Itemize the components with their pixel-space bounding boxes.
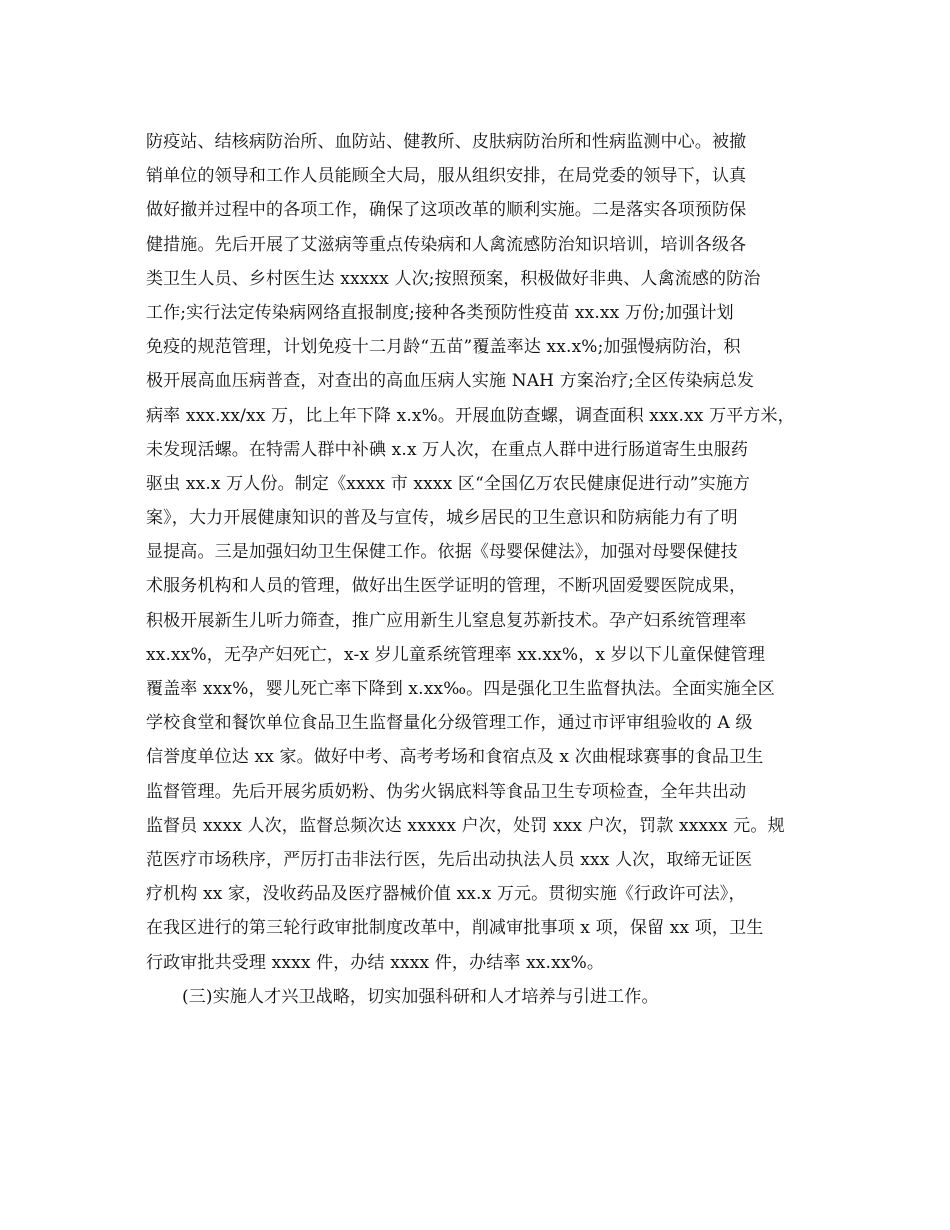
body-text xyxy=(146,125,826,1014)
text-line: 信誉度单位达 xx 家。做好中考、高考考场和食宿点及 x 次曲棍球赛事的食品卫生 xyxy=(146,747,764,768)
text-line: 免疫的规范管理，计划免疫十二月龄“五苗”覆盖率达 xx.x%;加强慢病防治，积 xyxy=(146,337,741,358)
text-line: 监督管理。先后开展劣质奶粉、伪劣火锅底料等食品卫生专项检查，全年共出动 xyxy=(146,781,747,802)
text-line: 疗机构 xx 家，没收药品及医疗器械价值 xx.x 万元。贯彻实施《行政许可法》， xyxy=(146,884,746,905)
text-line: 在我区进行的第三轮行政审批制度改革中，削减审批事项 x 项，保留 xx 项，卫生 xyxy=(146,918,764,939)
text-line: 防疫站、结核病防治所、血防站、健教所、皮肤病防治所和性病监测中心。被撤 xyxy=(146,132,747,152)
text-line: 销单位的领导和工作人员能顾全大局，服从组织安排，在局党委的领导下，认真 xyxy=(146,166,747,187)
text-line: 做好撤并过程中的各项工作，确保了这项改革的顺利实施。二是落实各项预防保 xyxy=(146,200,747,221)
text-line: 类卫生人员、乡村医生达 xxxxx 人次;按照预案，积极做好非典、人禽流感的防治 xyxy=(146,268,761,289)
text-line: 案》，大力开展健康知识的普及与宣传，城乡居民的卫生意识和防病能力有了明 xyxy=(146,508,738,529)
text-line: 显提高。三是加强妇幼卫生保健工作。依据《母婴保健法》，加强对母婴保健技 xyxy=(146,542,738,563)
text-line: 覆盖率 xxx%，婴儿死亡率下降到 x.xx‰。四是强化卫生监督执法。全面实施全区 xyxy=(146,679,775,699)
text-line: 工作;实行法定传染病网络直报制度;接种各类预防性疫苗 xx.xx 万份;加强计划 xyxy=(146,302,734,323)
text-line: 病率 xxx.xx/xx 万，比上年下降 x.x%。开展血防查螺，调查面积 xxx.xx 万平方米， xyxy=(146,405,795,426)
text-line: 监督员 xxxx 人次，监督总频次达 xxxxx 户次，处罚 xxx 户次，罚款 xxxxx 元。规 xyxy=(146,815,785,836)
text-line: 范医疗市场秩序，严厉打击非法行医，先后出动执法人员 xxx 人次，取缔无证医 xyxy=(146,849,753,870)
text-line: 积极开展新生儿听力筛查，推广应用新生儿窒息复苏新技术。孕产妇系统管理率 xyxy=(146,610,747,631)
text-line: 未发现活螺。在特需人群中补碘 x.x 万人次，在重点人群中进行肠道寄生虫服药 xyxy=(146,439,749,460)
text-line: 学校食堂和餐饮单位食品卫生监督量化分级管理工作，通过市评审组验收的 A 级 xyxy=(146,713,753,734)
text-line: 驱虫 xx.x 万人份。制定《xxxx 市 xxxx 区“全国亿万农民健康促进行动”实施方 xyxy=(146,473,751,494)
text-line: xx.xx%，无孕产妇死亡，x-x 岁儿童系统管理率 xx.xx%，x 岁以下儿童保健管理 xyxy=(146,644,765,665)
text-line: 健措施。先后开展了艾滋病等重点传染病和人禽流感防治知识培训，培训各级各 xyxy=(146,234,747,255)
text-line: 行政审批共受理 xxxx 件，办结 xxxx 件，办结率 xx.xx%。 xyxy=(146,952,605,973)
text-line: 术服务机构和人员的管理，做好出生医学证明的管理，不断巩固爱婴医院成果， xyxy=(146,576,747,597)
section-heading: (三)实施人才兴卫战略，切实加强科研和人才培养与引进工作。 xyxy=(182,986,659,1007)
text-line: 极开展高血压病普查，对查出的高血压病人实施 NAH 方案治疗;全区传染病总发 xyxy=(146,371,755,392)
